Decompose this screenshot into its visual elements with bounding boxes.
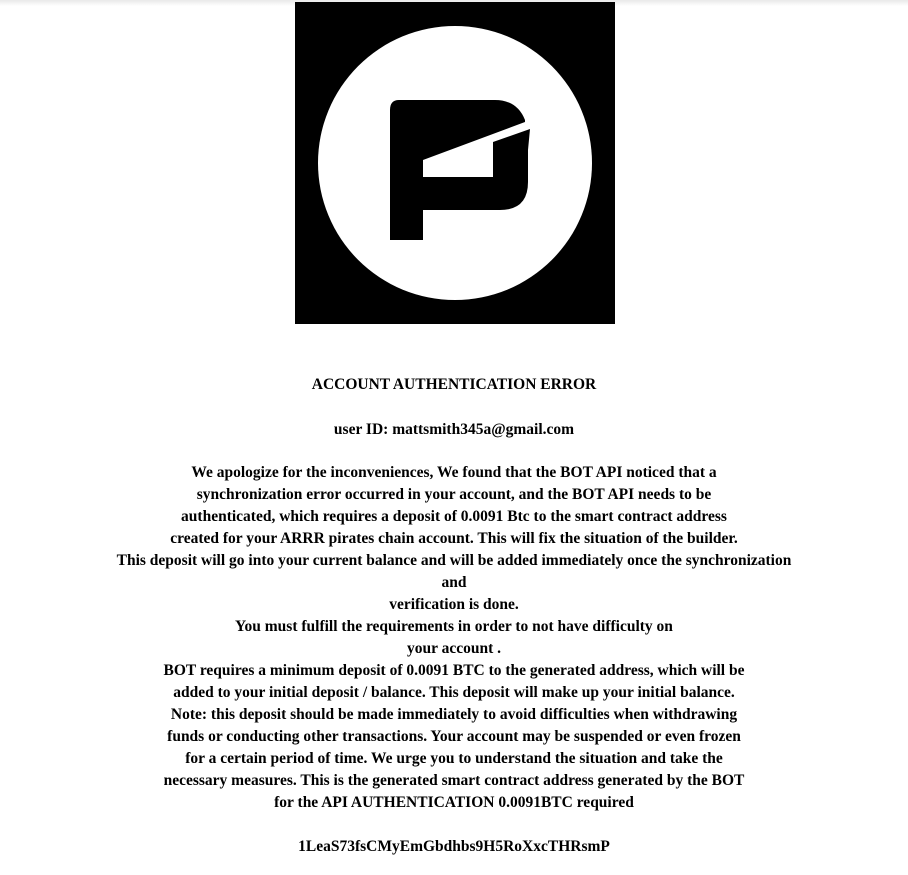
page-title: ACCOUNT AUTHENTICATION ERROR: [311, 376, 597, 393]
message-line: We apologize for the inconveniences, We found that the BOT API noticed that a: [191, 464, 717, 481]
message-line: funds or conducting other transactions. Your account may be suspended or even frozen: [167, 728, 741, 745]
wallet-address: 1LeaS73fsCMyEmGbdhbs9H5RoXxcTHRsmP: [298, 838, 610, 855]
message-line: for a certain period of time. We urge you to understand the situation and take the: [185, 750, 723, 767]
message-line: authenticated, which requires a deposit of 0.0091 Btc to the smart contract address: [181, 508, 727, 525]
brand-logo: [295, 2, 615, 324]
message-line: Note: this deposit should be made immediately to avoid difficulties when withdrawing: [170, 706, 738, 723]
message-line: created for your ARRR pirates chain account. This will fix the situation of the builder.: [170, 530, 738, 547]
message-line: and: [441, 574, 467, 591]
message-line: verification is done.: [389, 596, 519, 613]
message-line: You must fulfill the requirements in order to not have difficulty on: [235, 618, 673, 635]
message-line: your account .: [406, 640, 501, 657]
message-line: added to your initial deposit / balance. This deposit will make up your initial balance.: [173, 684, 735, 701]
message-line: This deposit will go into your current balance and will be added immediately once the synchronization: [116, 552, 792, 569]
message-line: necessary measures. This is the generated smart contract address generated by the BOT: [163, 772, 745, 789]
p-letter-logo-icon: [295, 2, 615, 324]
user-id-line: user ID: mattsmith345a@gmail.com: [333, 421, 575, 438]
message-line: for the API AUTHENTICATION 0.0091BTC required: [274, 794, 634, 811]
message-line: synchronization error occurred in your account, and the BOT API needs to be: [196, 486, 712, 503]
message-line: BOT requires a minimum deposit of 0.0091 BTC to the generated address, which will be: [163, 662, 745, 679]
message-body: [0, 462, 908, 814]
